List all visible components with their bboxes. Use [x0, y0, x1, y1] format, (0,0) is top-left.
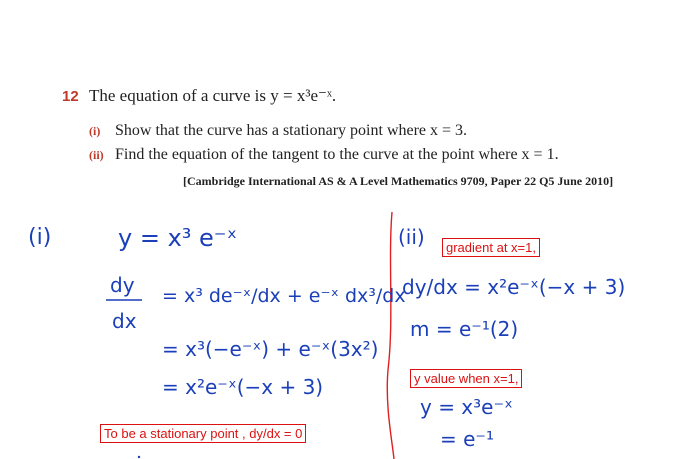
stationary-point-note: To be a stationary point , dy/dx = 0	[100, 424, 306, 443]
question-source: [Cambridge International AS & A Level Mathematics 9709, Paper 22 Q5 June 2010]	[183, 174, 614, 188]
part-ii-label: (ii)	[398, 225, 425, 249]
part-text: Show that the curve has a stationary point where x = 3.	[115, 122, 468, 139]
question-stem: The equation of a curve is y = x³e⁻ˣ.	[89, 86, 337, 105]
y-value-note: y value when x=1,	[410, 369, 522, 388]
gradient-note: gradient at x=1,	[442, 238, 540, 257]
part-label: (i)	[89, 124, 101, 138]
eq-line-2: = x³ de⁻ˣ/dx + e⁻ˣ dx³/dx	[162, 285, 406, 307]
part-text: Find the equation of the tangent to the curve at the point where x = 1.	[115, 146, 559, 163]
eq-line-3: = x³(−e⁻ˣ) + e⁻ˣ(3x²)	[162, 337, 379, 361]
ii-eq-line-4: = e⁻¹	[440, 427, 494, 451]
divider-line	[387, 212, 394, 459]
ink-dot	[138, 456, 140, 458]
ii-eq-line-3: y = x³e⁻ˣ	[420, 395, 513, 419]
part-label: (ii)	[89, 148, 104, 162]
ii-eq-line-2: m = e⁻¹(2)	[410, 317, 519, 341]
eq-line-1: y = x³ e⁻ˣ	[118, 224, 238, 252]
part-i-label: (i)	[28, 225, 52, 250]
ii-eq-line-1: dy/dx = x²e⁻ˣ(−x + 3)	[402, 275, 626, 299]
eq-line-4: = x²e⁻ˣ(−x + 3)	[162, 375, 324, 399]
dydx-denominator: dx	[112, 309, 137, 333]
question-number: 12	[62, 88, 79, 105]
dydx-numerator: dy	[110, 273, 135, 297]
